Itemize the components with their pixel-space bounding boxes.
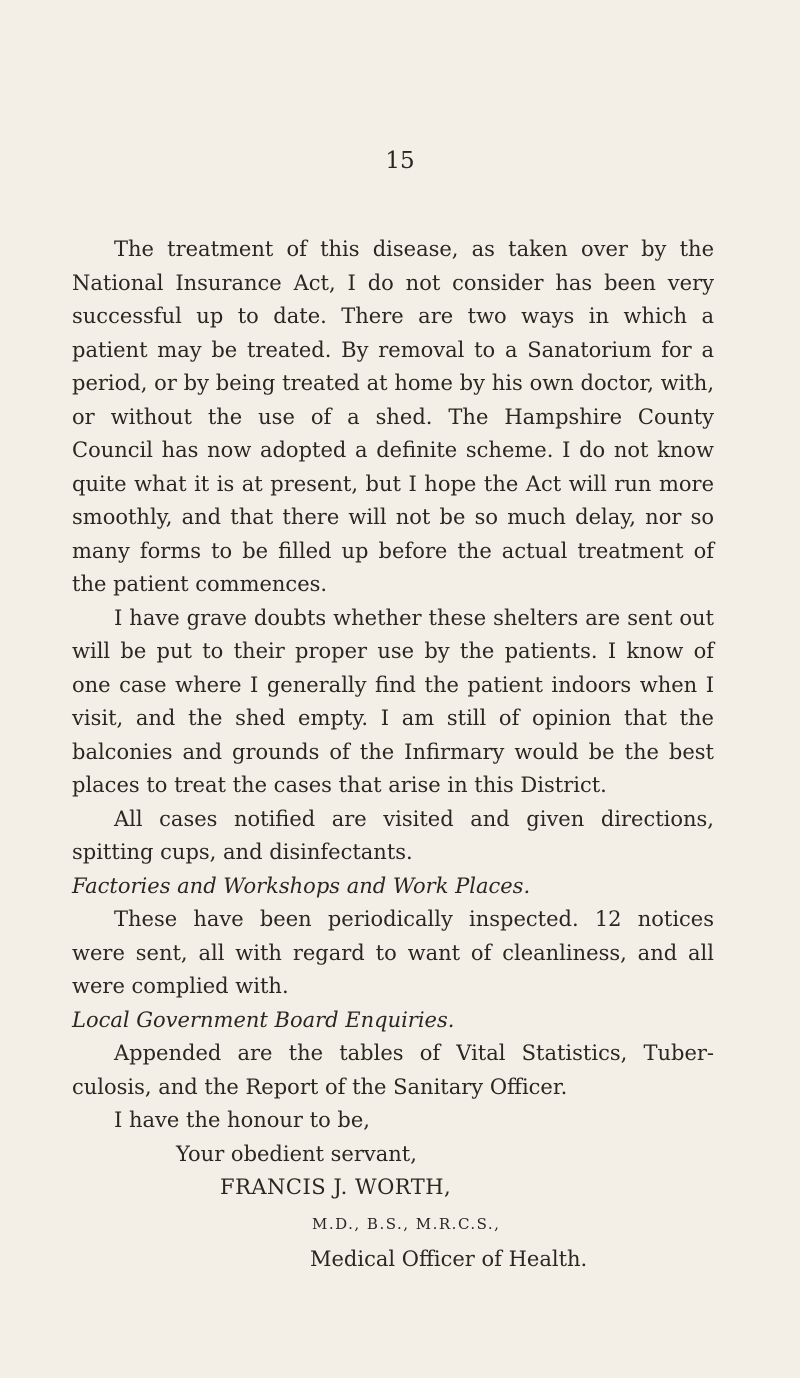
closing-honour-line: I have the honour to be,	[114, 1108, 370, 1132]
signatory-name: FRANCIS J. WORTH,	[220, 1175, 452, 1199]
closing-servant-line: Your obedient servant,	[176, 1141, 417, 1166]
paragraph-appended-tables: Appended are the tables of Vital Statistics, Tuber-culosis, and the Report of the Sanitary Officer.	[72, 1041, 714, 1099]
closing-signature-block	[72, 1104, 714, 1276]
heading-local-government: Local Government Board Enquiries.	[72, 1007, 455, 1032]
signatory-degrees: M.D., B.S., M.R.C.S.,	[312, 1214, 501, 1233]
paragraph-inspections: These have been periodically inspected. 12 notices were sent, all with regard to want of cleanliness, and all were complied with.	[72, 907, 714, 998]
heading-factories: Factories and Workshops and Work Places.	[72, 873, 531, 898]
paragraph-treatment: The treatment of this disease, as taken over by the National Insurance Act, I do not consider has been very successful up to date. There are two ways in which a patient may be treated. By removal to a Sanatorium for a period, or by being treated at home by his own doctor, with, or without the use of a shed. The Hampshire County Council has now adopted a definite scheme. I do not know quite what it is at present, but I hope the Act will run more smoothly, and that there will not be so much delay, nor so many forms to be filled up before the actual treatment of the patient commences.	[72, 237, 714, 596]
paragraph-cases-notified: All cases notified are visited and given directions, spitting cups, and disinfectants.	[72, 806, 714, 864]
paragraph-shelters: I have grave doubts whether these shelters are sent out will be put to their proper use by the patients. I know of one case where I generally find the patient indoors when I visit, and the shed empty. I am still of opinion that the balconies and grounds of the Infirmary would be the best places to treat the cases that arise in this District.	[72, 605, 714, 797]
signatory-title: Medical Officer of Health.	[310, 1246, 588, 1271]
letter-body	[72, 233, 714, 1276]
page-number: 15	[385, 148, 415, 174]
